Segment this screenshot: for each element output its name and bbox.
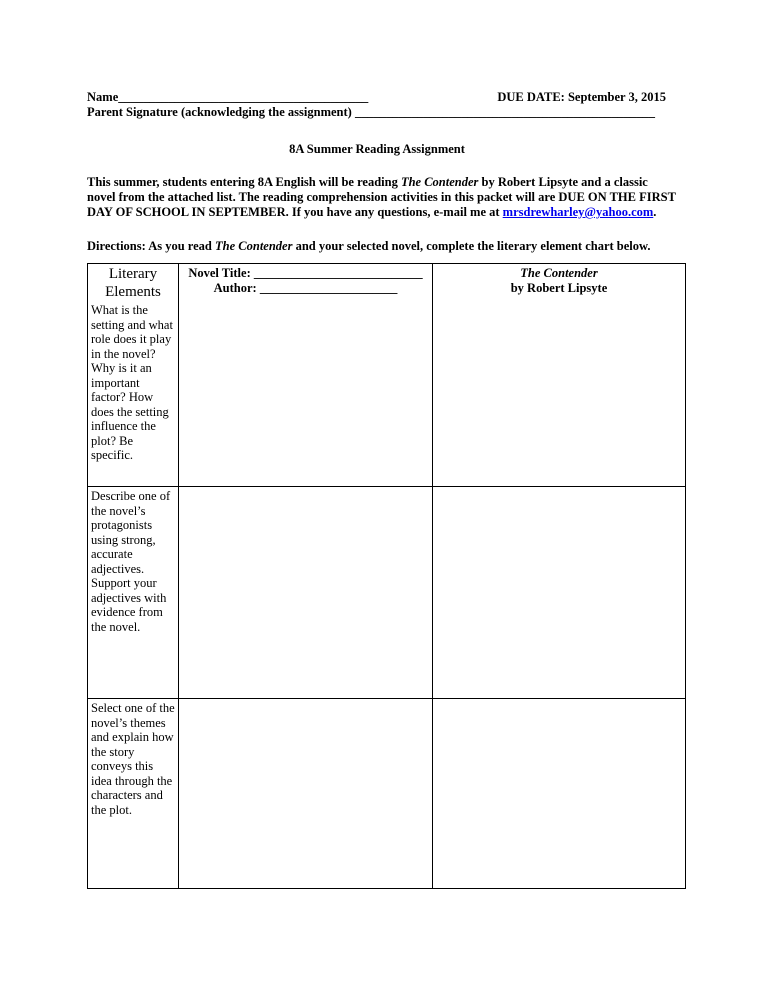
protagonist-prompt-cell xyxy=(88,487,179,699)
novel-protagonist-cell[interactable] xyxy=(179,487,433,699)
name-field xyxy=(87,90,368,105)
assignment-title: 8A Summer Reading Assignment xyxy=(289,142,465,156)
header-line: Elements xyxy=(105,284,161,300)
name-due-row xyxy=(87,90,687,105)
contender-protagonist-cell[interactable] xyxy=(433,487,686,699)
novel-title-field[interactable]: Novel Title: ___________________________ xyxy=(188,266,423,280)
table-row xyxy=(88,264,686,487)
intro-text-3: . xyxy=(653,205,657,219)
theme-prompt-cell xyxy=(88,699,179,889)
parent-signature-label: Parent Signature (acknowledging the assignment) xyxy=(87,105,352,119)
intro-paragraph xyxy=(87,175,677,220)
table-row xyxy=(88,699,686,889)
novel-header xyxy=(179,264,432,295)
intro-book-title: The Contender xyxy=(400,175,479,189)
intro-text-1: This summer, students entering 8A English will be reading xyxy=(87,175,401,189)
novel-theme-cell[interactable] xyxy=(179,699,433,889)
directions-book-title: The Contender xyxy=(215,239,293,253)
directions xyxy=(87,239,687,254)
table-row xyxy=(88,487,686,699)
novel-setting-cell[interactable] xyxy=(179,264,433,487)
protagonist-prompt: Describe one of the novel’s protagonists using strong, accurate adjectives. Support your adjectives with evidence from the novel. xyxy=(91,489,171,634)
setting-prompt: What is the setting and what role does it play in the novel? Why is it an important factor? How does the setting influence the plot? Be specific. xyxy=(91,303,173,462)
literary-elements-header xyxy=(88,264,178,301)
contender-header xyxy=(433,264,685,295)
literary-element-chart xyxy=(87,263,686,889)
contender-author: by Robert Lipsyte xyxy=(510,280,608,295)
directions-text-1: Directions: As you read xyxy=(87,239,216,253)
theme-prompt: Select one of the novel’s themes and explain how the story conveys this idea through the characters and the plot. xyxy=(91,701,175,817)
intro-text-2: by Robert Lipsyte and a classic novel from the attached list. The reading comprehension activities in this packet will are DUE ON THE FIRST DAY OF SCHOOL IN SEPTEMBER. If you have any questions, e-mail me at xyxy=(87,175,676,219)
name-blank[interactable]: ________________________________________ xyxy=(118,90,369,104)
contender-setting-cell[interactable] xyxy=(433,264,686,487)
page-header xyxy=(87,90,687,254)
parent-signature-row xyxy=(87,105,687,120)
email-link[interactable]: mrsdrewharley@yahoo.com xyxy=(502,205,654,219)
contender-title: The Contender xyxy=(520,266,598,280)
directions-text-2: and your selected novel, complete the literary element chart below. xyxy=(292,239,651,253)
contender-theme-cell[interactable] xyxy=(433,699,686,889)
setting-prompt-cell xyxy=(88,264,179,487)
name-label: Name xyxy=(87,90,119,104)
due-date: DUE DATE: September 3, 2015 xyxy=(497,90,666,104)
header-line: Literary xyxy=(108,266,158,282)
novel-author-field[interactable]: Author: ______________________ xyxy=(213,280,398,295)
parent-signature-blank[interactable]: ________________________________________________ xyxy=(354,105,655,119)
